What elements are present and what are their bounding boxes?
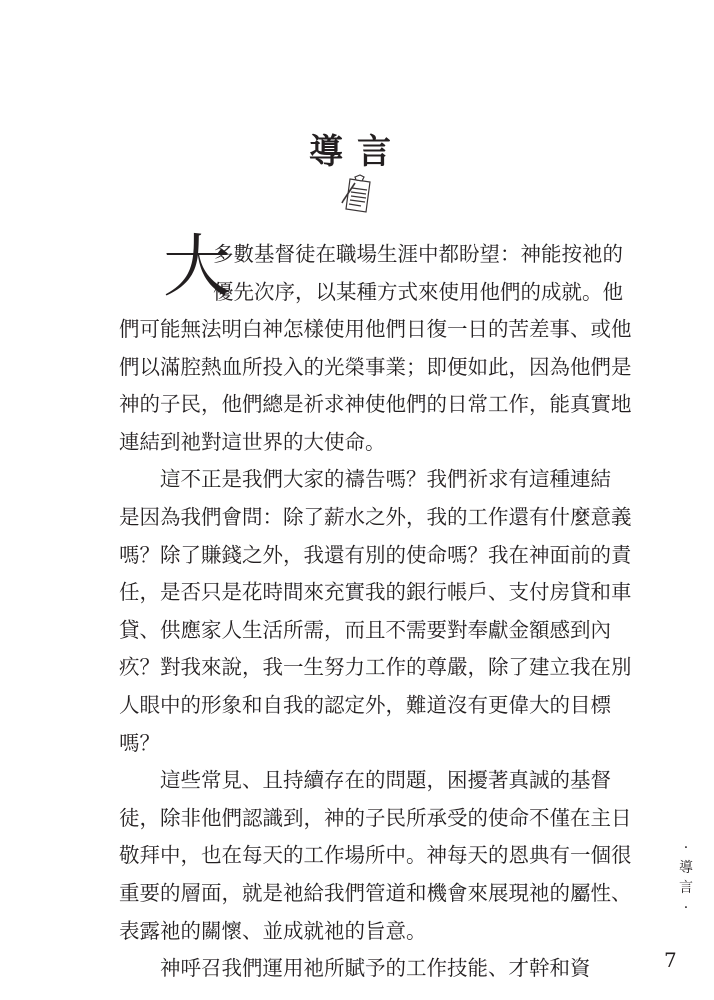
running-header <box>676 838 696 918</box>
side-char: 言 <box>679 880 693 896</box>
text-line: 重要的層面，就是祂給我們管道和機會來展現祂的屬性、 <box>119 880 632 905</box>
side-char: 導 <box>679 860 693 876</box>
document-pen-icon <box>341 171 377 215</box>
text-line: 多數基督徒在職場生涯中都盼望：神能按祂的 <box>213 242 623 266</box>
text-line: 連結到祂對這世界的大使命。 <box>119 429 386 454</box>
text-line: 貸、供應家人生活所需，而且不需要對奉獻金額感到內 <box>119 617 611 642</box>
text-line: 嗎？除了賺錢之外，我還有別的使命嗎？我在神面前的責 <box>119 542 632 567</box>
text-line: 優先次序，以某種方式來使用他們的成就。他 <box>213 279 623 304</box>
text-line: 人眼中的形象和自我的認定外，難道沒有更偉大的目標 <box>119 692 611 717</box>
opening-lines <box>119 228 623 311</box>
text-line: 徒，除非他們認識到，神的子民所承受的使命不僅在主日 <box>119 805 632 830</box>
text-line: 是因為我們會問：除了薪水之外，我的工作還有什麼意義 <box>119 504 632 529</box>
text-line: 這些常見、且持續存在的問題，困擾著真誠的基督 <box>160 768 611 793</box>
page-number: 7 <box>664 948 677 972</box>
text-line: 敬拜中，也在每天的工作場所中。神每天的恩典有一個很 <box>119 843 632 868</box>
text-line: 神呼召我們運用祂所賦予的工作技能、才幹和資 <box>160 956 591 981</box>
chapter-title: 導言 <box>309 132 405 172</box>
text-line: 疚？對我來說，我一生努力工作的尊嚴，除了建立我在別 <box>119 655 632 680</box>
text-line: 任，是否只是花時間來充實我的銀行帳戶、支付房貸和車 <box>119 580 632 605</box>
text-line: 們以滿腔熱血所投入的光榮事業；即便如此，因為他們是 <box>119 354 632 379</box>
side-dot: · <box>683 840 689 856</box>
text-line: 們可能無法明白神怎樣使用他們日復一日的苦差事、或他 <box>119 317 632 341</box>
body-text <box>119 228 632 988</box>
text-line: 這不正是我們大家的禱告嗎？我們祈求有這種連結 <box>160 467 611 492</box>
text-line: 嗎？ <box>119 730 160 755</box>
text-line: 表露祂的關懷、並成就祂的旨意。 <box>119 918 427 943</box>
drop-cap: 大 <box>163 228 232 307</box>
text-line: 神的子民，他們總是祈求神使他們的日常工作，能真實地 <box>119 392 632 417</box>
side-dot: · <box>683 900 689 916</box>
